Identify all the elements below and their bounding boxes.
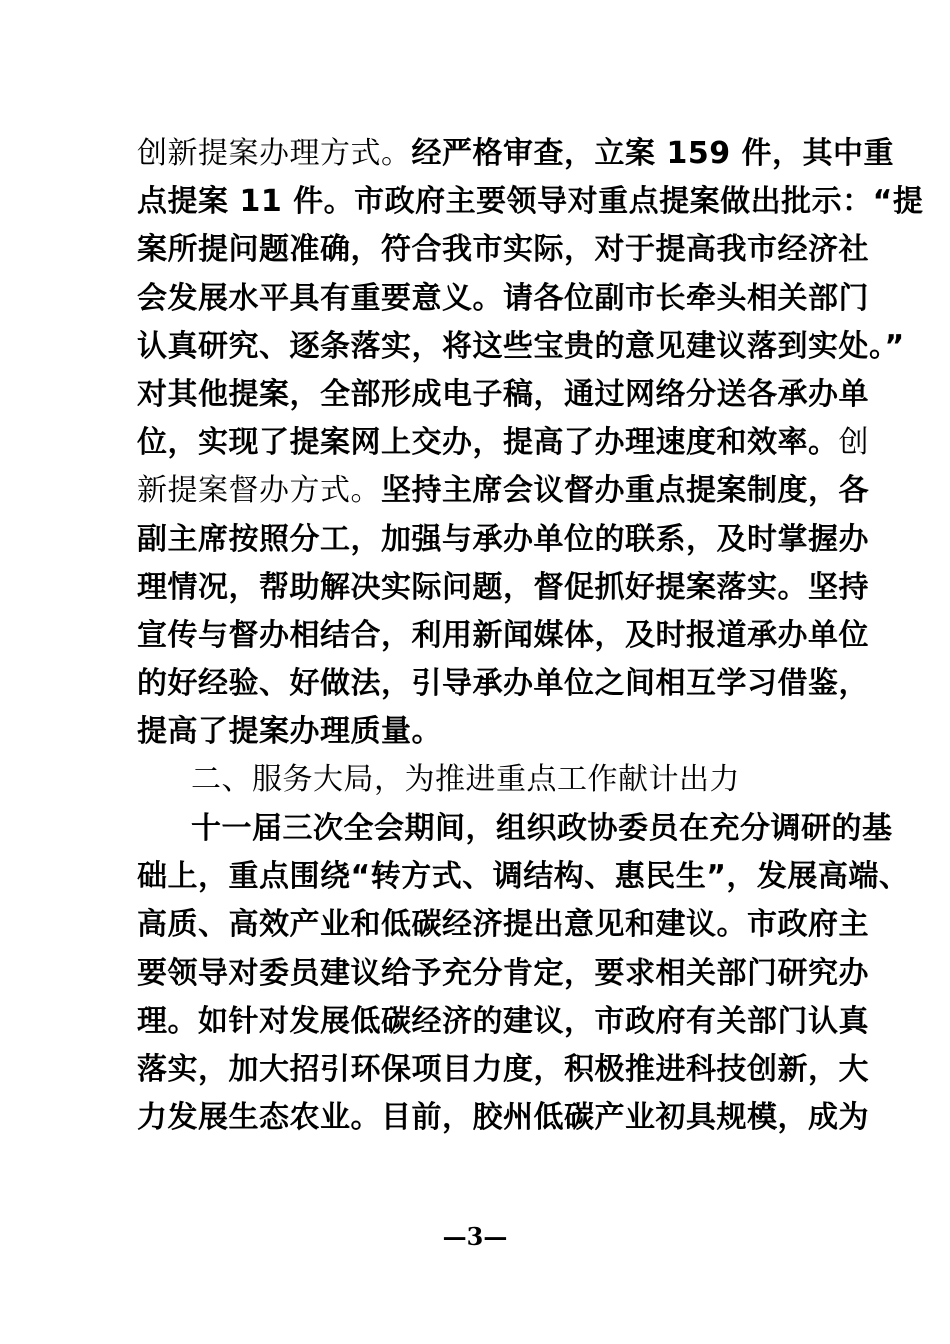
text-line: 理。如针对发展低碳经济的建议，市政府有关部门认真	[137, 1003, 869, 1039]
text-line: 十一届三次全会期间，组织政协委员在充分调研的基	[191, 811, 893, 846]
text-line: 理情况，帮助解决实际问题，督促抓好提案落实。坚持	[137, 569, 869, 605]
text-line: 提高了提案办理质量。	[137, 714, 442, 750]
text-line: 高质、高效产业和低碳经济提出意见和建议。市政府主	[137, 907, 869, 943]
paragraph-proposal-handling	[137, 130, 924, 757]
text-line	[137, 419, 869, 467]
text-line: 落实，加大招引环保项目力度，积极推进科技创新，大	[137, 1052, 869, 1088]
text-line: 会发展水平具有重要意义。请各位副市长牵头相关部门	[137, 280, 869, 316]
run-bold: 位，实现了提案网上交办，提高了办理速度和效率。	[137, 425, 839, 461]
text-line	[137, 467, 869, 515]
text-line: 副主席按照分工，加强与承办单位的联系，及时掌握办	[137, 521, 869, 557]
run-bold: 坚持主席会议督办重点提案制度，各	[381, 473, 869, 509]
text-line: 力发展生态农业。目前，胶州低碳产业初具规模，成为	[137, 1100, 869, 1136]
text-line: 础上，重点围绕“转方式、调结构、惠民生”，发展高端、	[137, 859, 910, 895]
section-heading: 二、服务大局，为推进重点工作献计出力	[191, 762, 740, 797]
run-regular: 新提案督办方式。	[137, 473, 381, 509]
page-number: —3—	[442, 1222, 508, 1251]
text-line: 认真研究、逐条落实，将这些宝贵的意见建议落到实处。”	[137, 328, 905, 364]
text-line: 宣传与督办相结合，利用新闻媒体，及时报道承办单位	[137, 618, 869, 654]
text-line: 点提案 11 件。市政府主要领导对重点提案做出批示：“提	[137, 184, 924, 220]
text-line: 对其他提案，全部形成电子稿，通过网络分送各承办单	[137, 377, 869, 413]
text-line: 要领导对委员建议给予充分肯定，要求相关部门研究办	[137, 955, 869, 991]
run-regular: 创新提案办理方式。	[137, 136, 412, 171]
paragraph-serving-overall	[137, 805, 910, 1142]
text-line	[137, 130, 895, 178]
text-line: 的好经验、好做法，引导承办单位之间相互学习借鉴，	[137, 666, 869, 702]
run-regular: 创	[838, 425, 869, 461]
run-bold: 经严格审查，立案 159 件，其中重	[411, 136, 895, 171]
text-line: 案所提问题准确，符合我市实际，对于提高我市经济社	[137, 232, 869, 268]
